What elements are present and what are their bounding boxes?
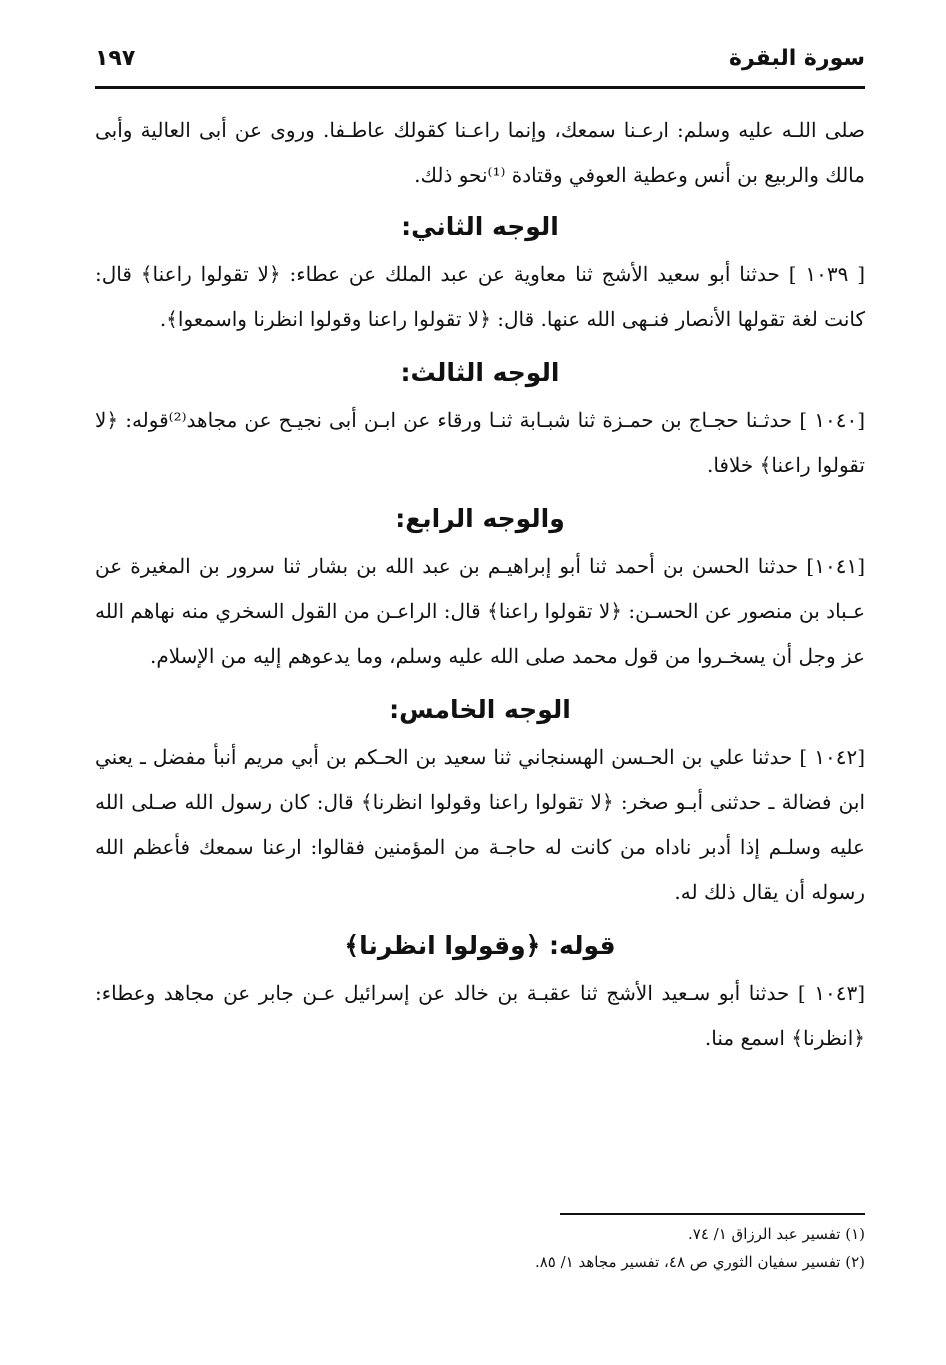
hadith-1039: [ ١٠٣٩ ] حدثنا أبو سعيد الأشج ثنا معاوية عن عبد الملك عن عطاء: ﴿لا تقولوا راعنا﴾ قال: كانت لغة تقولها الأنصار فنـهى الله عنها. قال: ﴿لا تقولوا راعنا وقولوا انظرنا واسمعوا﴾. bbox=[95, 262, 865, 331]
page-body bbox=[95, 108, 865, 1067]
paragraph-intro: صلى اللـه عليه وسلم: ارعـنا سمعك، وإنما راعـنا كقولك عاطـفا. وروى عن أبى العالية وأبى مالك والربيع بن أنس وعطية العوفي وقتادة ⁽¹⁾نحو ذلك. bbox=[95, 118, 865, 187]
section-heading-second: الوجه الثاني: bbox=[401, 212, 559, 241]
section-heading-third: الوجه الثالث: bbox=[400, 358, 560, 387]
section-heading-qawluh: قوله: ﴿وقولوا انظرنا﴾ bbox=[344, 931, 616, 960]
hadith-1040: [١٠٤٠ ] حدثـنا حجـاج بن حمـزة ثنا شبـابة ثنـا ورقاء عن ابـن أبى نجيـح عن مجاهد⁽²⁾قوله: ﴿لا تقولوا راعنا﴾ خلافا. bbox=[95, 408, 865, 477]
section-heading-fifth: الوجه الخامس: bbox=[389, 695, 571, 724]
hadith-1043: [١٠٤٣ ] حدثنا أبو سـعيد الأشج ثنا عقبـة بن خالد عن إسرائيل عـن جابر عن مجاهد وعطاء: ﴿انظرنا﴾ اسمع منا. bbox=[95, 981, 865, 1050]
page-number: ١٩٧ bbox=[95, 46, 136, 71]
hadith-1041: [١٠٤١] حدثنا الحسن بن أحمد ثنا أبو إبراهيـم بن عبد الله بن بشار ثنا سرور بن المغيرة عن عـباد بن منصور عن الحسـن: ﴿لا تقولوا راعنا﴾ قال: الراعـن من القول السخري منه نهاهم الله عز وجل أن يسخـروا من قول محمد صلى الله عليه وسلم، وما يدعوهم إليه من الإسلام. bbox=[95, 554, 865, 668]
header-divider bbox=[95, 86, 865, 89]
surah-title: سورة البقرة bbox=[728, 46, 865, 71]
section-heading-fourth: والوجه الرابع: bbox=[395, 504, 565, 533]
footnote-2: (٢) تفسير سفيان الثوري ص ٤٨، تفسير مجاهد ١/ ٨٥. bbox=[534, 1253, 865, 1271]
footnotes bbox=[365, 1220, 865, 1276]
footnote-divider bbox=[560, 1213, 865, 1215]
page-header bbox=[95, 40, 865, 84]
hadith-1042: [١٠٤٢ ] حدثنا علي بن الحـسن الهسنجاني ثنا سعيد بن الحـكم بن أبي مريم أنبأ مفضل ـ يعني ابن فضالة ـ حدثنى أبـو صخر: ﴿لا تقولوا راعنا وقولوا انظرنا﴾ قال: كان رسول الله صـلى الله عليه وسلـم إذا أدبر ناداه من كانت له حاجـة من المؤمنين فقالوا: ارعنا سمعك فأعظم الله رسوله أن يقال ذلك له. bbox=[95, 745, 865, 904]
footnote-1: (١) تفسير عبد الرزاق ١/ ٧٤. bbox=[687, 1225, 865, 1243]
